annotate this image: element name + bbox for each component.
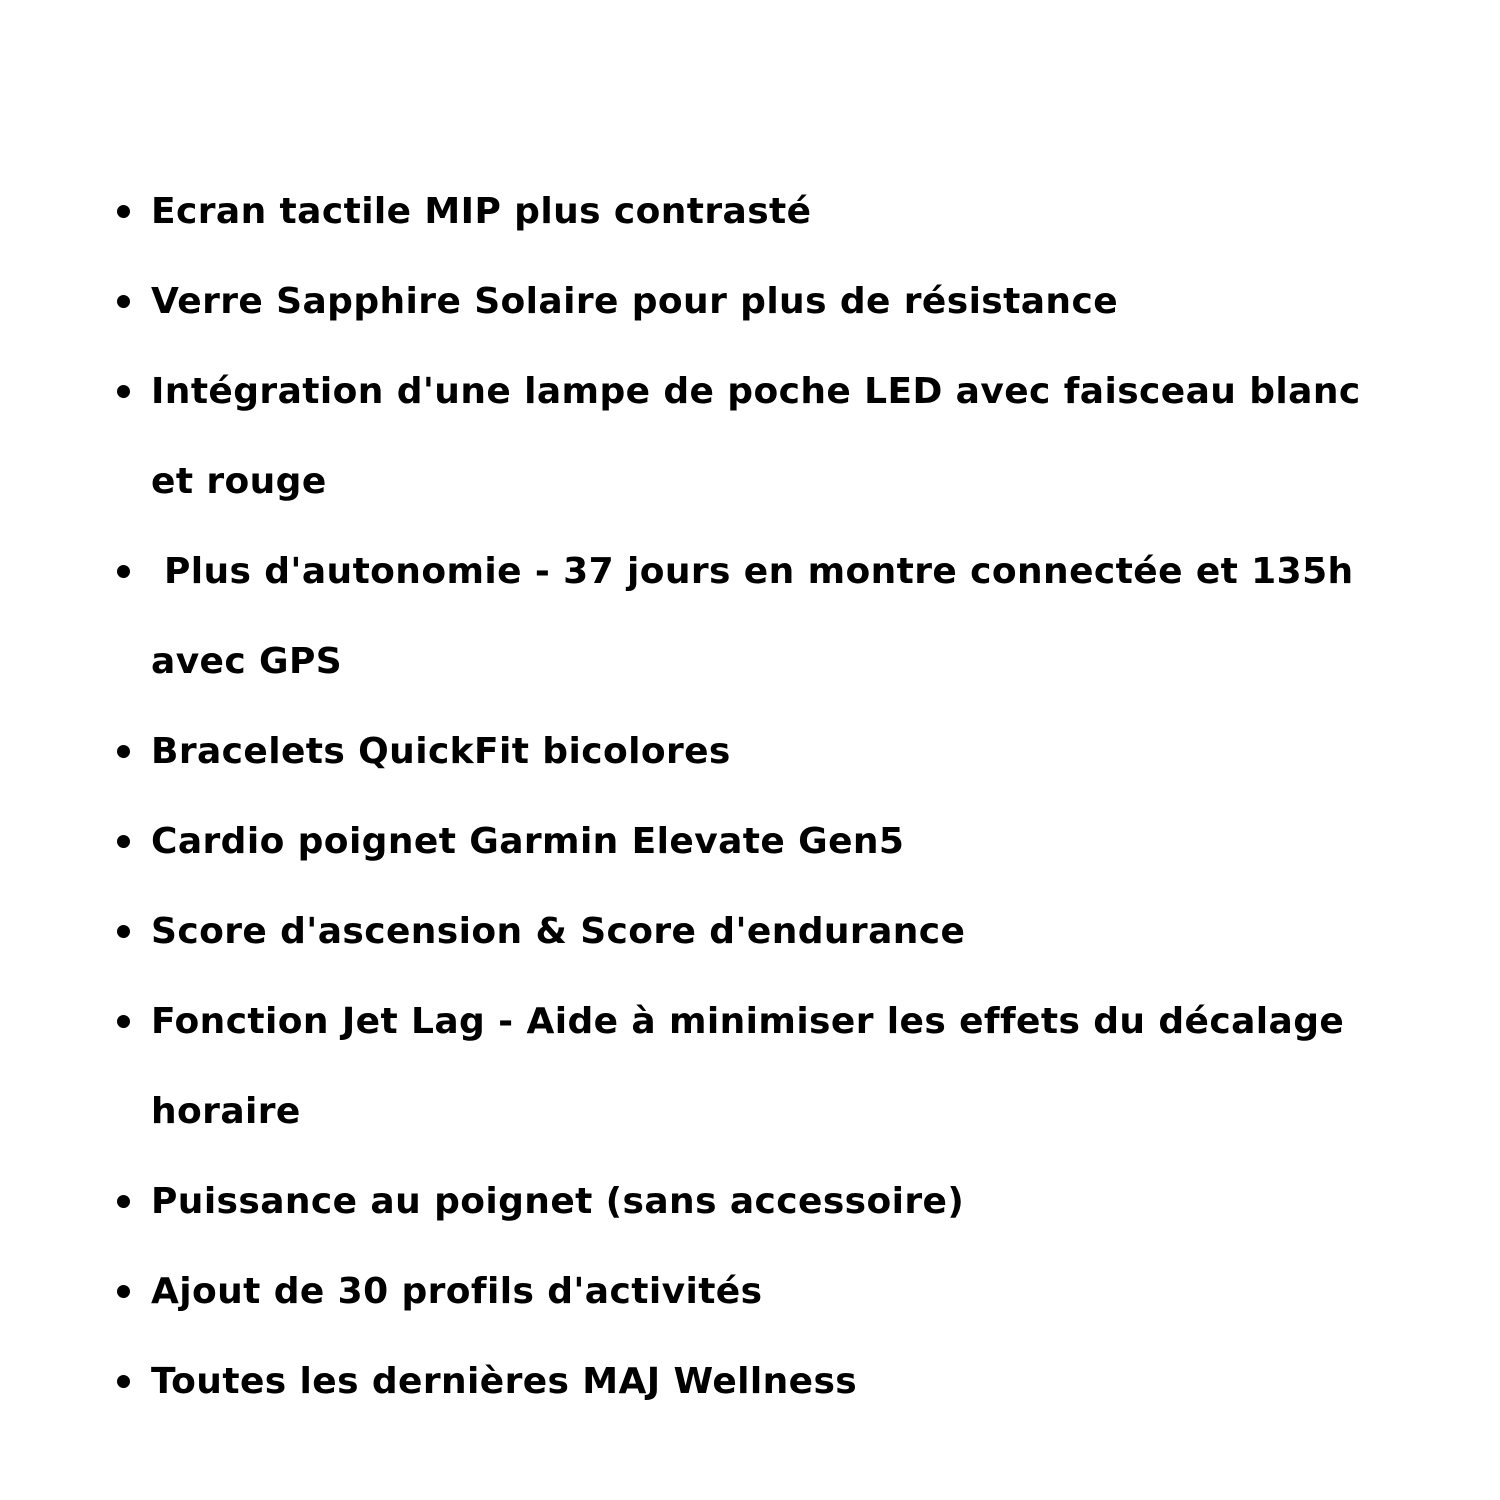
bullet-icon [117, 565, 130, 578]
bullet-icon [117, 925, 130, 938]
bullet-icon [117, 835, 130, 848]
list-item-text: Verre Sapphire Solaire pour plus de résistance [151, 281, 1119, 322]
list-item [0, 977, 1500, 1157]
bullet-icon [117, 745, 130, 758]
bullet-icon [117, 295, 130, 308]
list-item [0, 1337, 1500, 1427]
list-item-text: Ecran tactile MIP plus contrasté [151, 191, 812, 232]
list-item [0, 887, 1500, 977]
bullet-icon [117, 1375, 130, 1388]
bullet-icon [117, 1195, 130, 1208]
list-item-text: Ajout de 30 profils d'activités [151, 1271, 763, 1312]
feature-list [0, 167, 1500, 1427]
list-item [0, 347, 1500, 527]
list-item-text: Puissance au poignet (sans accessoire) [151, 1181, 965, 1222]
list-item-text: Fonction Jet Lag - Aide à minimiser les effets du décalage horaire [151, 1001, 1345, 1132]
list-item-text: Plus d'autonomie - 37 jours en montre connectée et 135h avec GPS [151, 551, 1367, 682]
bullet-icon [117, 205, 130, 218]
list-item [0, 707, 1500, 797]
list-item-text: Cardio poignet Garmin Elevate Gen5 [151, 821, 905, 862]
bullet-icon [117, 385, 130, 398]
bullet-icon [117, 1285, 130, 1298]
list-item [0, 797, 1500, 887]
list-item [0, 167, 1500, 257]
list-item [0, 257, 1500, 347]
list-item-text: Bracelets QuickFit bicolores [151, 731, 731, 772]
list-item [0, 1247, 1500, 1337]
list-item-text: Toutes les dernières MAJ Wellness [151, 1361, 858, 1402]
list-item-text: Score d'ascension & Score d'endurance [151, 911, 966, 952]
bullet-icon [117, 1015, 130, 1028]
list-item [0, 1157, 1500, 1247]
list-item-text: Intégration d'une lampe de poche LED avec faisceau blanc et rouge [151, 371, 1361, 502]
list-item [0, 527, 1500, 707]
